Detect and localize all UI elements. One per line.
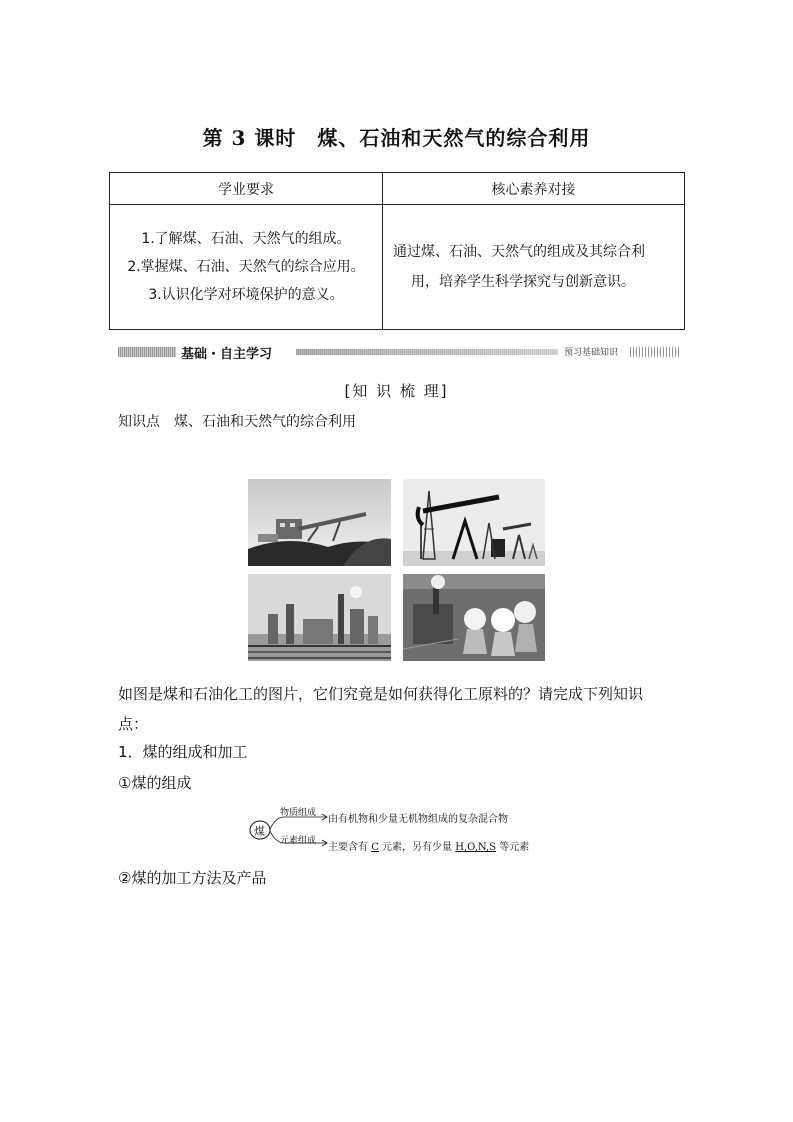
power-plant-icon — [403, 574, 545, 661]
core-literacy-cell — [383, 205, 685, 330]
section-subtitle: [知 识 梳 理] — [344, 382, 449, 400]
requirements-table — [109, 172, 685, 330]
requirements-cell — [110, 205, 383, 330]
core-literacy-line: 用，培养学生科学探究与创新意识。 — [411, 274, 635, 290]
diagram-center-label: 煤 — [254, 825, 265, 838]
diagram-top-text: 由有机物和少量无机物组成的复杂混合物 — [328, 814, 508, 825]
refinery-icon — [248, 574, 391, 661]
heading-coal-processing: ②煤的加工方法及产品 — [118, 869, 267, 887]
page-title: 第 3 课时 煤、石油和天然气的综合利用 — [202, 126, 591, 150]
banner-right-label: 预习基础知识 — [564, 348, 619, 358]
intro-line: 点： — [118, 715, 149, 733]
table-header-left: 学业要求 — [110, 173, 383, 205]
diagram-bottom-elements: H,O,N,S — [455, 842, 497, 853]
table-header-right: 核心素养对接 — [383, 173, 685, 205]
intro-line: 如图是煤和石油化工的图片，它们究竟是如何获得化工原料的？请完成下列知识 — [118, 685, 644, 703]
core-literacy-line: 通过煤、石油、天然气的组成及其综合利 — [393, 244, 645, 260]
diagram-bottom-text-post: 等元素 — [499, 842, 530, 853]
section-banner — [118, 344, 680, 360]
diagram-top-label: 物质组成 — [280, 808, 317, 818]
intro-paragraph — [118, 679, 688, 739]
knowledge-point-heading: 知识点 煤、石油和天然气的综合利用 — [118, 414, 356, 430]
requirement-item: 1.了解煤、石油、天然气的组成。 — [141, 231, 351, 247]
coal-composition-diagram — [248, 805, 548, 855]
requirement-item: 2.掌握煤、石油、天然气的综合应用。 — [127, 259, 365, 275]
diagram-bottom-text-mid: 元素，另有少量 — [382, 842, 453, 853]
heading-coal-composition-processing: 1．煤的组成和加工 — [118, 743, 248, 761]
diagram-bottom-text — [328, 838, 529, 853]
diagram-bottom-carbon: C — [371, 842, 379, 853]
requirement-item: 3.认识化学对环境保护的意义。 — [148, 287, 344, 303]
heading-coal-composition: ①煤的组成 — [118, 774, 192, 792]
banner-decoration — [118, 347, 176, 357]
banner-label: 基础・自主学习 — [181, 347, 273, 362]
diagram-bottom-text-pre: 主要含有 — [328, 842, 368, 853]
banner-bar-shade — [296, 349, 558, 355]
diagram-bottom-label: 元素组成 — [280, 836, 317, 846]
coal-mine-icon — [248, 479, 391, 566]
banner-ticks — [630, 347, 680, 357]
oil-pump-icon — [403, 479, 545, 566]
